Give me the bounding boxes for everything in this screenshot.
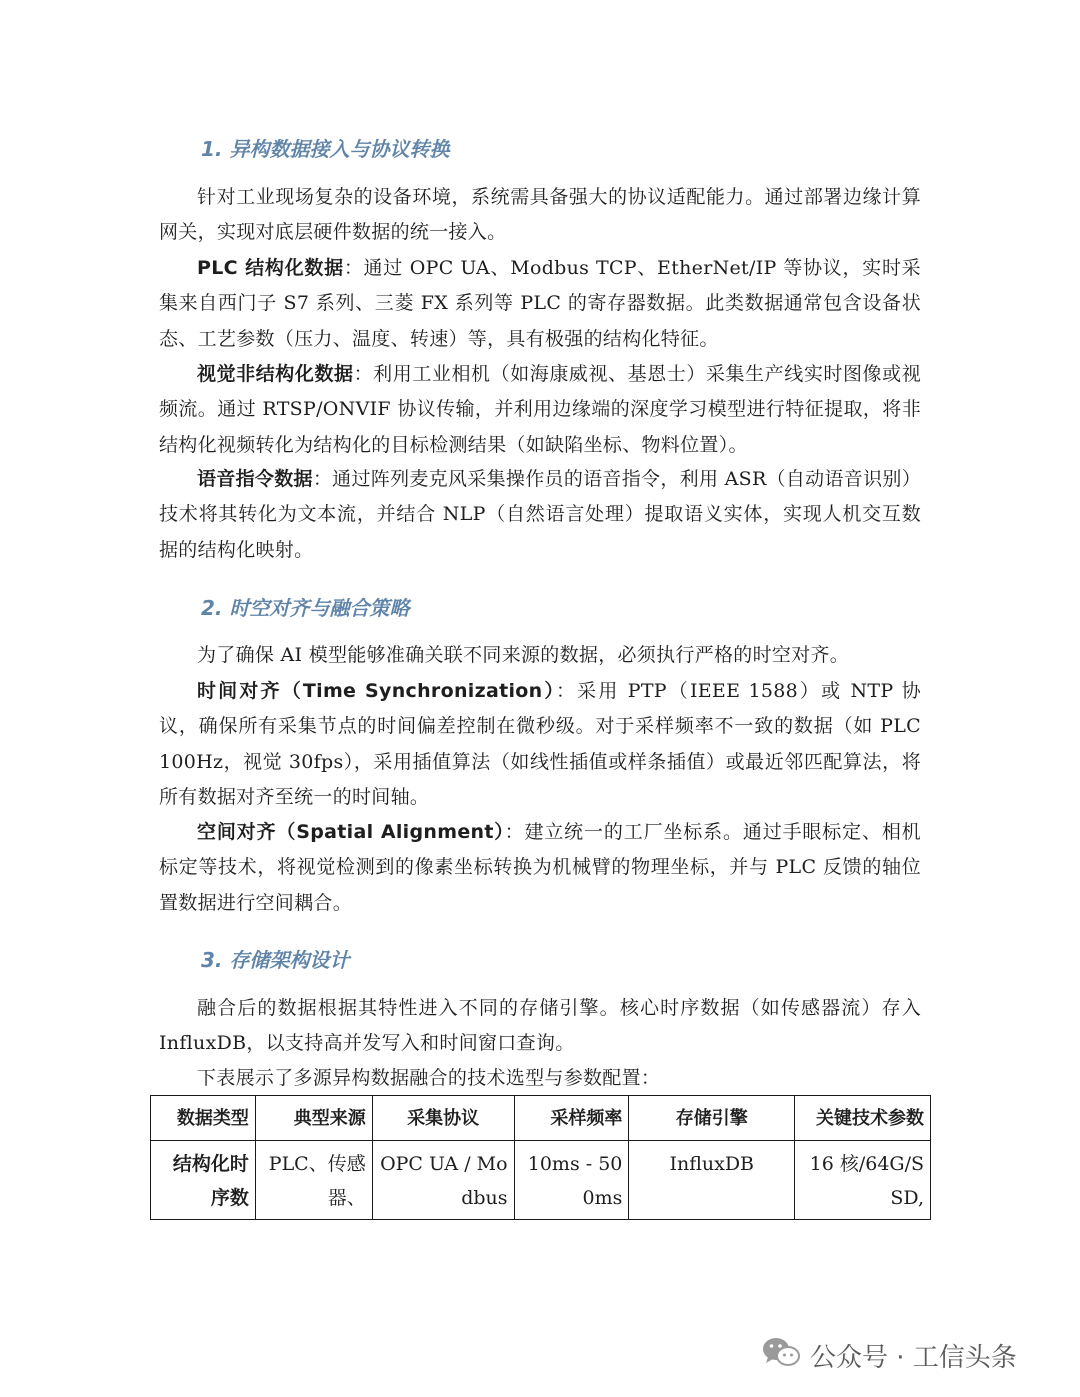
section-2-item-space [159, 815, 921, 921]
footer-text: 公众号 · 工信头条 [810, 1343, 1017, 1373]
section-3-title: 3. 存储架构设计 [201, 948, 350, 972]
item-text: ：采用 PTP（IEEE 1588）或 NTP 协议，确保所有采集节点的时间偏差控制在微秒级。对于采样频率不一致的数据（如 PLC 100Hz，视觉 30fps），采用插值算法（如线性插值或样条插值）或最近邻匹配算法，将所有数据对齐至统一的时间轴。 [159, 680, 921, 808]
section-1-item-plc [159, 251, 921, 357]
section-3-intro: 融合后的数据根据其特性进入不同的存储引擎。核心时序数据（如传感器流）存入 InfluxDB，以支持高并发写入和时间窗口查询。 [159, 997, 921, 1055]
item-text: ：通过 OPC UA、Modbus TCP、EtherNet/IP 等协议，实时采集来自西门子 S7 系列、三菱 FX 系列等 PLC 的寄存器数据。此类数据通常包含设备状态、工艺参数（压力、温度、转速）等，具有极强的结构化特征。 [159, 257, 921, 350]
section-1-title: 1. 异构数据接入与协议转换 [201, 137, 450, 161]
section-2-item-time [159, 674, 921, 815]
section-1-item-voice [159, 462, 921, 568]
table-row [151, 1141, 931, 1220]
item-label: 时间对齐（Time Synchronization） [197, 680, 556, 702]
item-text: ：利用工业相机（如海康威视、基恩士）采集生产线实时图像或视频流。通过 RTSP/ONVIF 协议传输，并利用边缘端的深度学习模型进行特征提取，将非结构化视频转化为结构化的目标检测结果（如缺陷坐标、物料位置）。 [159, 363, 922, 456]
table-header-cell: 典型来源 [255, 1096, 372, 1141]
item-label: 语音指令数据 [197, 468, 313, 490]
table-cell: PLC、传感器、 [255, 1141, 372, 1220]
item-text: ：建立统一的工厂坐标系。通过手眼标定、相机标定等技术，将视觉检测到的像素坐标转换为机械臂的物理坐标，并与 PLC 反馈的轴位置数据进行空间耦合。 [159, 821, 921, 914]
item-text: ：通过阵列麦克风采集操作员的语音指令，利用 ASR（自动语音识别）技术将其转化为文本流，并结合 NLP（自然语言处理）提取语义实体，实现人机交互数据的结构化映射。 [159, 468, 921, 561]
section-2-intro: 为了确保 AI 模型能够准确关联不同来源的数据，必须执行严格的时空对齐。 [197, 644, 850, 666]
table-header-cell: 数据类型 [151, 1096, 256, 1141]
table-header-cell: 存储引擎 [629, 1096, 795, 1141]
section-1-intro: 针对工业现场复杂的设备环境，系统需具备强大的协议适配能力。通过部署边缘计算网关，实现对底层硬件数据的统一接入。 [159, 186, 921, 244]
table-cell: 16 核/64G/SSD, [795, 1141, 931, 1220]
tech-spec-table [150, 1095, 931, 1220]
table-header-cell: 采集协议 [372, 1096, 514, 1141]
item-label: PLC 结构化数据 [197, 257, 344, 279]
item-label: 空间对齐（Spatial Alignment） [197, 821, 505, 843]
table-cell: OPC UA / Modbus [372, 1141, 514, 1220]
table-caption: 下表展示了多源异构数据融合的技术选型与参数配置： [197, 1067, 661, 1089]
table-cell: 结构化时序数 [151, 1141, 256, 1220]
table-cell: 10ms - 500ms [514, 1141, 629, 1220]
item-label: 视觉非结构化数据 [197, 363, 354, 385]
section-1-item-vision [159, 357, 921, 463]
section-2-title: 2. 时空对齐与融合策略 [201, 596, 410, 620]
table-header-cell: 关键技术参数 [795, 1096, 931, 1141]
wechat-icon [762, 1336, 800, 1375]
table-header-row [151, 1096, 931, 1141]
footer-watermark [762, 1336, 1017, 1375]
table-header-cell: 采样频率 [514, 1096, 629, 1141]
table-cell: InfluxDB [629, 1141, 795, 1220]
